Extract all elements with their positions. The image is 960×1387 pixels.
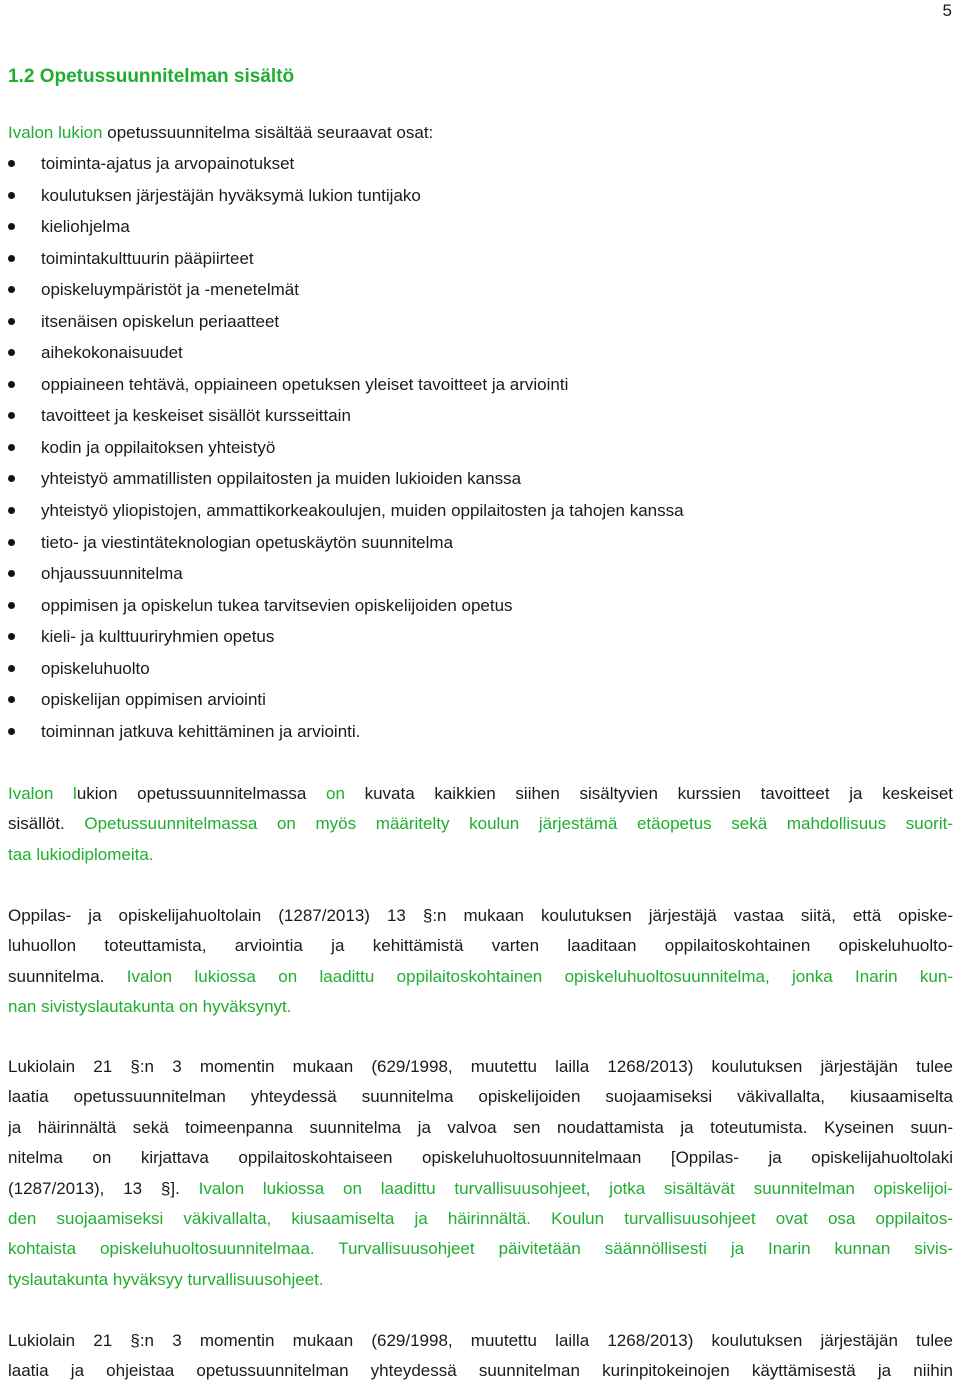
bullet-item — [8, 310, 684, 342]
bullet-item — [8, 184, 684, 216]
paragraph-line: luhuollon toteuttamista, arviointia ja kehittämistä varten laaditaan oppilaitoskohtainen opiskeluhuolto- — [8, 936, 953, 956]
paragraph-line — [8, 779, 953, 809]
bullet-text: tieto- ja viestintäteknologian opetuskäytön suunnitelma — [41, 532, 454, 552]
bullet-dot-icon — [8, 507, 15, 514]
bullet-dot-icon — [8, 633, 15, 640]
bullet-item — [8, 215, 684, 247]
bullet-dot-icon — [8, 444, 15, 451]
bullet-item — [8, 499, 684, 531]
paragraph-line: tyslautakunta hyväksyy turvallisuusohjeet. — [8, 1269, 324, 1289]
bullet-dot-icon — [8, 286, 15, 293]
bullet-text: toiminta-ajatus ja arvopainotukset — [41, 154, 295, 173]
paragraph-line: laatia ja ohjeistaa opetussuunnitelman yhteydessä suunnitelman kurinpitokeinojen käyttämisestä ja niihin — [8, 1361, 953, 1381]
green-text: on — [325, 784, 345, 803]
bullet-text: toimintakulttuurin pääpiirteet — [41, 248, 254, 268]
bullet-text: oppimisen ja opiskelun tukea tarvitsevien opiskelijoiden opetus — [41, 595, 513, 615]
paragraph-1 — [8, 779, 953, 870]
bullet-item — [8, 278, 684, 310]
paragraph-line: nan sivistyslautakunta on hyväksynyt. — [8, 997, 292, 1017]
bullet-dot-icon — [8, 349, 15, 356]
bullet-text: koulutuksen järjestäjän hyväksymä lukion tuntijako — [41, 185, 421, 205]
intro-text: opetussuunnitelma sisältää seuraavat osat: — [102, 123, 434, 142]
green-text: Ivalon lukiossa on laadittu turvallisuusohjeet, jotka sisältävät suunnitelman opiskelijoi- — [198, 1178, 953, 1198]
bullet-item — [8, 373, 684, 405]
bullet-item — [8, 152, 684, 184]
text: suunnitelma. — [8, 966, 127, 986]
section-heading: 1.2 Opetussuunnitelman sisältö — [8, 66, 295, 87]
paragraph-2 — [8, 901, 953, 1023]
bullet-text: toiminnan jatkuva kehittäminen ja arviointi. — [41, 721, 361, 741]
bullet-item — [8, 625, 684, 657]
bullet-item — [8, 720, 684, 752]
bullet-item — [8, 657, 684, 689]
paragraph-3 — [8, 1052, 953, 1295]
paragraph-line: den suojaamiseksi väkivallalta, kiusaamiselta ja häirinnältä. Koulun turvallisuusohjeet ovat osa oppilaitos- — [8, 1208, 953, 1228]
paragraph-line: Lukiolain 21 §:n 3 momentin mukaan (629/1998, muutettu lailla 1268/2013) koulutuksen järjestäjän tulee — [8, 1057, 953, 1076]
paragraph-4 — [8, 1326, 953, 1387]
bullet-text: itsenäisen opiskelun periaatteet — [41, 311, 280, 331]
bullet-dot-icon — [8, 192, 15, 199]
bullet-dot-icon — [8, 696, 15, 703]
bullet-dot-icon — [8, 602, 15, 609]
bullet-text: ohjaussuunnitelma — [41, 564, 183, 584]
paragraph-line: kohtaista opiskeluhuoltosuunnitelmaa. Turvallisuusohjeet päivitetään säännöllisesti ja Inarin kunnan sivis- — [8, 1239, 953, 1259]
bullet-dot-icon — [8, 318, 15, 325]
bullet-dot-icon — [8, 665, 15, 672]
bullet-dot-icon — [8, 160, 15, 167]
text: (1287/2013), 13 §]. — [8, 1178, 199, 1198]
bullet-text: kodin ja oppilaitoksen yhteistyö — [41, 437, 276, 457]
bullet-item — [8, 467, 684, 499]
contents-bullet-list — [8, 152, 684, 751]
bullet-item — [8, 341, 684, 373]
bullet-item — [8, 688, 684, 720]
bullet-item — [8, 531, 684, 563]
bullet-dot-icon — [8, 728, 15, 735]
bullet-text: oppiaineen tehtävä, oppiaineen opetuksen yleiset tavoitteet ja arviointi — [41, 374, 569, 394]
paragraph-line — [8, 1174, 953, 1204]
bullet-item — [8, 436, 684, 468]
intro-school-name: Ivalon lukion — [8, 123, 103, 142]
bullet-item — [8, 562, 684, 594]
bullet-dot-icon — [8, 412, 15, 419]
bullet-dot-icon — [8, 255, 15, 262]
bullet-dot-icon — [8, 223, 15, 230]
bullet-dot-icon — [8, 570, 15, 577]
bullet-text: opiskeluympäristöt ja -menetelmät — [41, 280, 299, 300]
page-number: 5 — [942, 1, 952, 20]
paragraph-line: laatia opetussuunnitelman yhteydessä suunnitelma opiskelijoiden suojaamiseksi väkivallalta, kiusaamiselta — [8, 1087, 953, 1107]
bullet-dot-icon — [8, 381, 15, 388]
green-text: Ivalon lukiossa on laadittu oppilaitoskohtainen opiskeluhuoltosuunnitelma, jonka Inarin kun- — [126, 966, 953, 986]
paragraph-line — [8, 962, 953, 992]
paragraph-line: taa lukiodiplomeita. — [8, 844, 154, 864]
bullet-item — [8, 404, 684, 436]
paragraph-line — [8, 809, 953, 839]
bullet-text: kieli- ja kulttuuriryhmien opetus — [41, 627, 275, 647]
bullet-dot-icon — [8, 539, 15, 546]
intro-line — [8, 121, 433, 145]
paragraph-line: nitelma on kirjattava oppilaitoskohtaiseen opiskeluhuoltosuunnitelmaan [Oppilas- ja opiskelijahuoltolaki — [8, 1148, 953, 1168]
bullet-text: tavoitteet ja keskeiset sisällöt kursseittain — [41, 406, 351, 426]
text: ukion opetussuunnitelmassa — [76, 784, 326, 803]
paragraph-line: Lukiolain 21 §:n 3 momentin mukaan (629/1998, muutettu lailla 1268/2013) koulutuksen järjestäjän tulee — [8, 1331, 953, 1350]
bullet-text: opiskelijan oppimisen arviointi — [41, 690, 266, 710]
text: sisällöt. — [8, 814, 85, 834]
text: kuvata kaikkien siihen sisältyvien kurssien tavoitteet ja keskeiset — [344, 784, 953, 803]
bullet-text: yhteistyö ammatillisten oppilaitosten ja muiden lukioiden kanssa — [41, 469, 522, 489]
bullet-dot-icon — [8, 475, 15, 482]
paragraph-line: Oppilas- ja opiskelijahuoltolain (1287/2013) 13 §:n mukaan koulutuksen järjestäjä vastaa siitä, että opiske- — [8, 906, 953, 925]
bullet-text: yhteistyö yliopistojen, ammattikorkeakoulujen, muiden oppilaitosten ja tahojen kanssa — [41, 501, 684, 521]
bullet-text: kieliohjelma — [41, 217, 130, 237]
bullet-item — [8, 594, 684, 626]
bullet-text: opiskeluhuolto — [41, 658, 150, 678]
bullet-item — [8, 247, 684, 279]
green-text: Ivalon l — [8, 784, 77, 803]
green-text: Opetussuunnitelmassa on myös määritelty koulun järjestämä etäopetus sekä mahdollisuus suorit- — [84, 814, 953, 834]
bullet-text: aihekokonaisuudet — [41, 343, 183, 363]
paragraph-line: ja häirinnältä sekä toimeenpanna suunnitelma ja valvoa sen noudattamista ja toteutumista. Kyseinen suun- — [8, 1117, 953, 1137]
